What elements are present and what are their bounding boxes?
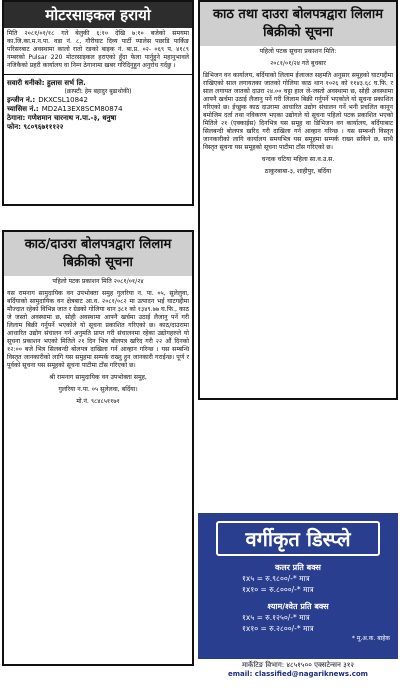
lost-motorcycle-notice (2, 0, 194, 206)
marketing-phone: मार्केटिङ विभाग: ४८५१५०० एक्सटेन्सन ३१२ (242, 661, 354, 669)
lost-motorcycle-body: मिति २०८१/०१/१८ गते बेलुकी ६:१० देखि ७:१० बजेको समयमा का.जि.का.म.न.पा. वडा नं. ८, गौरीघाट दिव्य पार्टी प्यालेस पछाडि पार्किङ परिसरबाट अवस्थामा कालो रातो रङको बाइक नं. बा.प्र. ०२- ०६९ प. ४१८९ नम्बरको Pulsar 220 मोटरसाइकल हराएको हुँदा फेला पार्नुहुने महानुभावले नजिकैको प्रहरी कार्यालय वा निम्न ठेगानामा खबर गरिदिनुहुन अनुरोध गर्दछु । (7, 30, 189, 69)
chassis-number: MD2A13EX8SCM80874 (41, 104, 123, 113)
right-auction-date: पहिलो पटक सूचना प्रकाशन मिति: (259, 48, 337, 55)
owner-phone: फोन: ९८०९६७१११२२ (7, 122, 64, 131)
color-rate-1: १x५ = रु.९८००/-* मात्र (242, 574, 310, 583)
classified-footer (198, 658, 398, 681)
left-auction-heading: काठ/दाउरा बोलपत्रद्वारा लिलाम बिक्रीको सूचना (4, 232, 192, 276)
right-auction-date-2: २०८१/०१/२४ गते बुधबार (270, 60, 326, 67)
color-rate-2: १x१० = रु.८०००/-* मात्र (242, 585, 314, 594)
right-auction-heading: काठ तथा दाउरा बोलपत्रद्वारा लिलाम बिक्रीको सूचना (200, 2, 396, 46)
owner-sub: (क्राफ्टी: हेम बहादुर बुढाथोकी) (64, 88, 132, 95)
classified-email: email: classified@nagariknews.com (228, 670, 368, 678)
color-rate-heading: कलर प्रति बक्स (275, 563, 321, 572)
right-auction-notice (198, 0, 398, 400)
owner-label: सवारी धनीको: हुलास सर्भ लि. (7, 79, 86, 87)
engine-row (7, 96, 189, 105)
right-auction-sign-1: चन्दक चटिया महिला सा.व.उ.स. (261, 156, 335, 163)
classified-title: वर्गीकृत डिस्प्ले (216, 521, 380, 556)
vehicle-details (4, 77, 192, 134)
tax-note: * मू.अ.क. बाहेक (351, 635, 390, 642)
left-auction-body: यस रामनाग सामुदायिक वन उपभोक्ता समुह गुलरिया न. पा. ०५, सुलेलुवा, बर्दियाको सामुदायिक वन क्षेत्रबाट आ.व. २०८१/०८२ मा उत्पादन भई घाटगद्दीमा मौज्दात रहेको विभिन्न जात र ग्रेडको गोलिया थान ३८१ को १३४९.७७ घ.फि., काठ जे जस्तो अवस्थामा छ, सोही अवस्थामा आफ्नै खर्चमा उठाई लैजानु पर्ने गरी लिलाम बिक्री गर्नुपर्ने भएकोले यो सूचना प्रकाशित गरिएको छ। काठ/दाउरामा आधारित उद्योग संचालन गर्न अनुमति प्राप्त गरी संचालनमा रहेका उद्योगहरुले यो सूचना प्रकाशन भएको मितिले २१ दिन भित्र बोलपत्र खरिद गरी २२ औं दिनको १२:०० बजे भित्र सिलबन्दी बोलपत्र दाखिला गर्न आव्हान गरिन्छ । यस सम्बन्धि विस्तृत जानकारीको लागि यस समुहमा सम्पर्क राख्नु हुन जानकारी गराईन्छ। पूर्ण र पूर्वको सूचना यस समूहको सूचना पाटीमा टाँस गरिएको छ। (7, 290, 189, 369)
owner-address: ठेगाना: गणेशमान चारनाथ न.पा.-३, धनुषा (7, 113, 117, 122)
right-auction-sign-2: ठाकुरबाबा-३, शाहीपुर, बर्दिया (264, 168, 332, 175)
right-auction-body: डिभिजन वन कार्यालय, बर्दियाको लिलाम ईजाजत सहमति अनुसार समूहको घाटगद्दीमा राखिएको साल लगायतका जातको गोलिया काठ थान १०२६ को ११४३.६८ घ.फि. र साल लगायत जातको दाउरा २४.०० चट्टा हाल जे-जस्तो अवस्थामा छ, सोही अवस्थामा आफ्नै खर्चमा उठाई लैजानु पर्ने गरी लिलाम बिक्री गर्नुपर्ने भएकोले यो सूचना प्रकाशित गरिएको छ। ईच्छुक काठ दाउरामा आधारित उद्योग संचालन गर्ने भनी प्रचलित कानून बमोजिम दर्ता तथा नविकरण भएका उद्योगले यो सूचना पहिलो पटक प्रकाशित भएको मितिले २१ (एक्काईस) दिनभित्र यस समूह वा डिभिजन वन कार्यालय, बर्दियाबाट सिलबन्दी बोलपत्र खरिद गरी दाखिला गर्न आव्हान गरिन्छ । यस सम्बन्धी विस्तृत जानकारीको लागि कार्यालय समयभित्र यस समूहमा सम्पर्क राख्न सकिने छ, साथै विस्तृत सूचना यस समूहको सूचना पाटीमा टाँस गरिएको छ। (203, 72, 393, 151)
engine-number: DKXCSL10842 (38, 95, 88, 104)
bw-rate-1: १x५ = रु.१२५०/-* मात्र (242, 613, 310, 622)
left-column (2, 0, 194, 700)
left-auction-sign-2: गुलरिया न.पा. ०५ सुलेलवा, बर्दिया। (58, 386, 138, 393)
divider (4, 74, 192, 75)
chassis-row (7, 105, 189, 114)
lost-motorcycle-heading: मोटरसाइकल हरायो (4, 2, 192, 28)
left-auction-sign-1: श्री रामनाग सामुदायिक वन उपभोक्ता समुह, (49, 374, 147, 381)
bw-rate-2: १x१० = रु.२८००/-* मात्र (242, 624, 314, 633)
classified-display-ad (198, 513, 398, 681)
engine-label: इन्जीन नं.: (7, 95, 36, 104)
bw-rate-heading: श्याम/श्वेत प्रति बक्स (267, 602, 329, 611)
chassis-label: च्यासिस नं.: (7, 104, 39, 113)
left-auction-sign-3: मो.नं. ९८४८५११७१ (76, 398, 120, 405)
left-auction-notice (2, 230, 194, 666)
left-auction-date: पहिलो पटक प्रकाशन मिति २०८१/०१/२४ (52, 278, 144, 285)
right-column (198, 0, 398, 700)
